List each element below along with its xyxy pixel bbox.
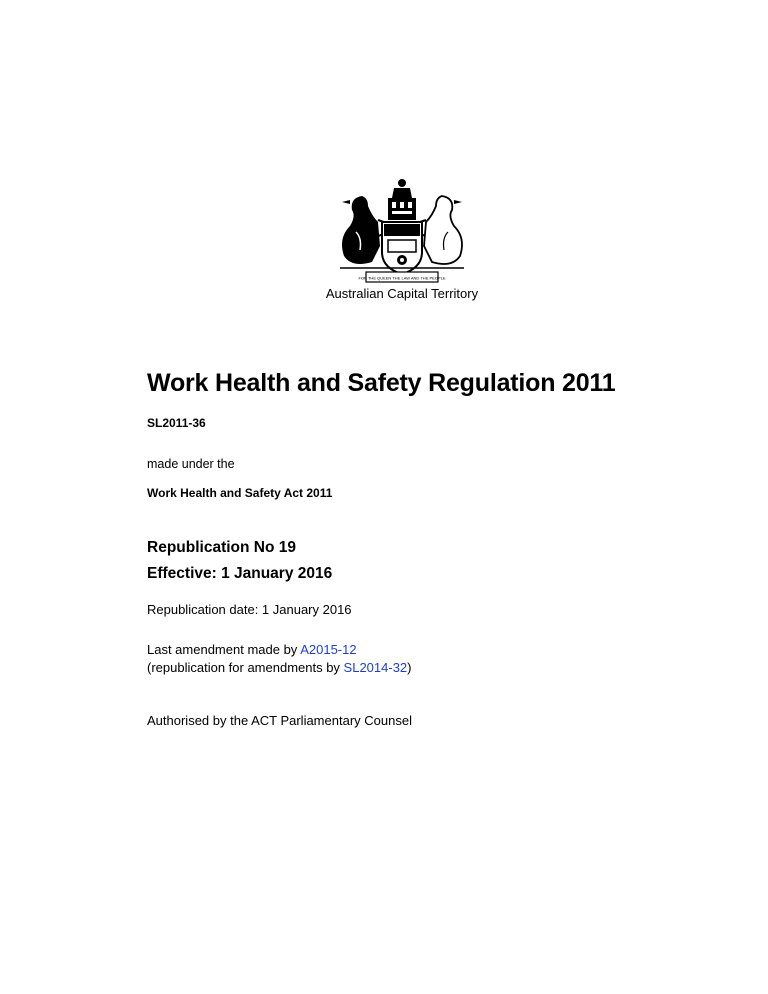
crest-motto: FOR THE QUEEN THE LAW AND THE PEOPLE — [358, 275, 446, 281]
last-amendment-prefix: Last amendment made by — [147, 642, 301, 657]
republication-note-prefix: (republication for amendments by — [147, 660, 344, 675]
last-amendment — [147, 642, 357, 657]
parent-act: Work Health and Safety Act 2011 — [147, 486, 333, 500]
act-coat-of-arms-icon — [332, 176, 472, 284]
republication-note-suffix: ) — [407, 660, 412, 675]
authorised-by: Authorised by the ACT Parliamentary Counsel — [147, 713, 412, 728]
sl-number: SL2011-36 — [147, 416, 206, 430]
made-under-text: made under the — [147, 457, 235, 471]
last-amendment-link[interactable]: A2015-12 — [300, 642, 357, 657]
republication-note — [147, 660, 412, 675]
document-title: Work Health and Safety Regulation 2011 — [147, 369, 616, 397]
republication-date: Republication date: 1 January 2016 — [147, 602, 352, 617]
territory-label: Australian Capital Territory — [325, 286, 479, 301]
effective-date: Effective: 1 January 2016 — [147, 565, 333, 582]
republication-number: Republication No 19 — [147, 539, 296, 556]
amendment-source-link[interactable]: SL2014-32 — [343, 660, 408, 675]
